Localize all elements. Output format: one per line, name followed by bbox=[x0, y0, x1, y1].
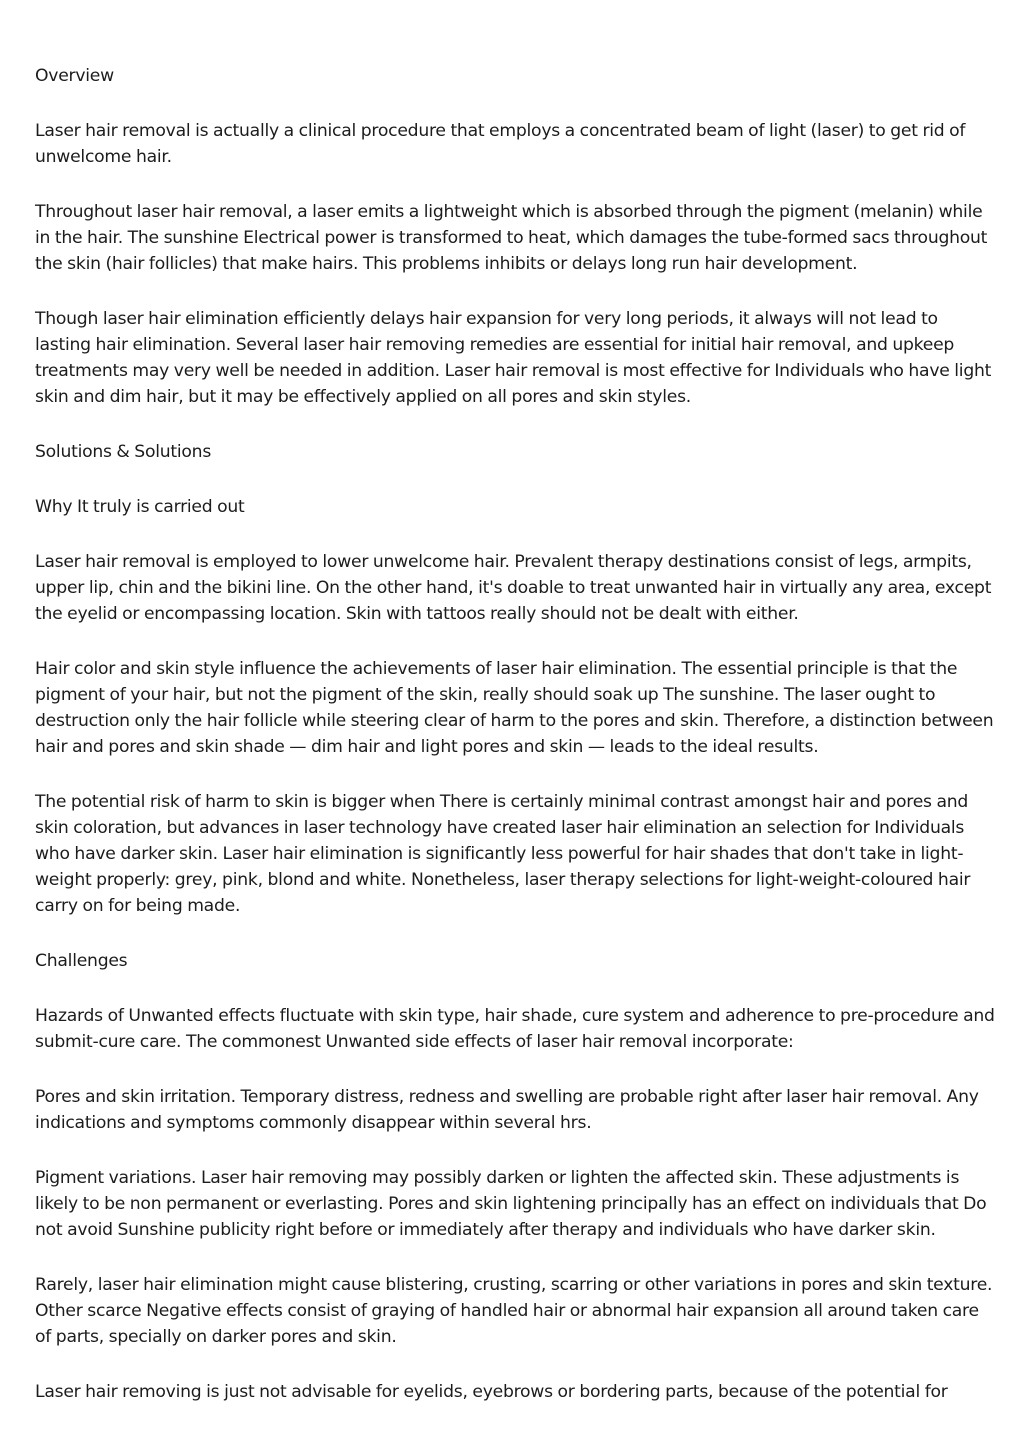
heading-why: Why It truly is carried out bbox=[35, 497, 245, 517]
paragraph-uses: Laser hair removal is employed to lower unwelcome hair. Prevalent therapy destinations consist of legs, armpits, upper lip, chin and the bikini line. On the other hand, it's doable to treat unwanted hair in virtually any area, except the eyelid or encompassing location. Skin with tattoos really should not be dealt with either. bbox=[35, 552, 992, 624]
paragraph-rare-effects: Rarely, laser hair elimination might cause blistering, crusting, scarring or other variations in pores and skin texture. Other scarce Negative effects consist of graying of handled hair or abnormal hair expansion all around taken care of parts, specially on darker pores and skin. bbox=[35, 1275, 993, 1347]
paragraph-hair-color: Hair color and skin style influence the achievements of laser hair elimination. The essential principle is that the pigment of your hair, but not the pigment of the skin, really should soak up The sunshine. The laser ought to destruction only the hair follicle while steering clear of harm to the pores and skin. Therefore, a distinction between hair and pores and skin shade — dim hair and light pores and skin — leads to the ideal results. bbox=[35, 659, 994, 757]
paragraph-risk-contrast: The potential risk of harm to skin is bigger when There is certainly minimal contrast amongst hair and pores and skin coloration, but advances in laser technology have created laser hair elimination an selection for Individuals who have darker skin. Laser hair elimination is significantly less powerful for hair shades that don't take in light-weight properly: grey, pink, blond and white. Nonetheless, laser therapy selections for light-weight-coloured hair carry on for being made. bbox=[35, 792, 971, 916]
paragraph-mechanism: Throughout laser hair removal, a laser emits a lightweight which is absorbed through the pigment (melanin) while in the hair. The sunshine Electrical power is transformed to heat, which damages the tube-formed sacs throughout the skin (hair follicles) that make hairs. This problems inhibits or delays long run hair development. bbox=[35, 202, 988, 274]
paragraph-pigment: Pigment variations. Laser hair removing may possibly darken or lighten the affected skin. These adjustments is likely to be non permanent or everlasting. Pores and skin lightening principally has an effect on individuals that Do not avoid Sunshine publicity right before or immediately after therapy and individuals who have darker skin. bbox=[35, 1168, 987, 1240]
document-page bbox=[35, 63, 995, 1434]
paragraph-hazards: Hazards of Unwanted effects fluctuate with skin type, hair shade, cure system and adherence to pre-procedure and submit-cure care. The commonest Unwanted side effects of laser hair removal incorporate: bbox=[35, 1006, 995, 1052]
heading-solutions: Solutions & Solutions bbox=[35, 442, 212, 462]
heading-challenges: Challenges bbox=[35, 951, 128, 971]
paragraph-effectiveness: Though laser hair elimination efficiently delays hair expansion for very long periods, it always will not lead to lasting hair elimination. Several laser hair removing remedies are essential for initial hair removal, and upkeep treatments may very well be needed in addition. Laser hair removal is most effective for Individuals who have light skin and dim hair, but it may be effectively applied on all pores and skin styles. bbox=[35, 309, 992, 407]
paragraph-irritation: Pores and skin irritation. Temporary distress, redness and swelling are probable right after laser hair removal. Any indications and symptoms commonly disappear within several hrs. bbox=[35, 1087, 979, 1133]
heading-overview: Overview bbox=[35, 66, 114, 86]
paragraph-eyelids: Laser hair removing is just not advisable for eyelids, eyebrows or bordering parts, because of the potential for bbox=[35, 1382, 948, 1402]
paragraph-intro: Laser hair removal is actually a clinical procedure that employs a concentrated beam of light (laser) to get rid of unwelcome hair. bbox=[35, 121, 966, 167]
